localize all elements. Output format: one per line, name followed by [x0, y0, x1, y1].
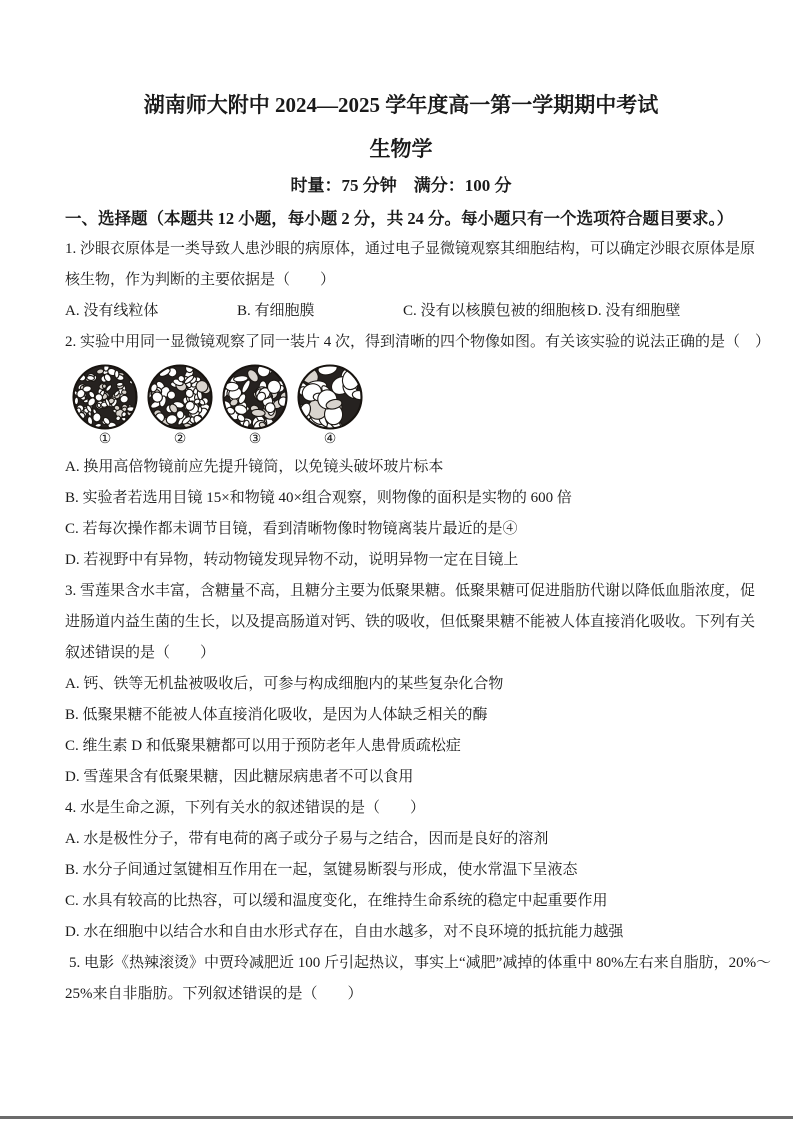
section-header: 一、选择题（本题共 12 小题，每小题 2 分，共 24 分。每小题只有一个选项符合题目要求。）	[65, 209, 734, 228]
micrograph-3-image	[220, 362, 290, 432]
question-4-option-a: A. 水是极性分子，带有电荷的离子或分子易与之结合，因而是良好的溶剂	[65, 831, 549, 847]
question-2-option-b: B. 实验者若选用目镜 15×和物镜 40×组合观察，则物像的面积是实物的 600 倍	[65, 490, 572, 506]
subject-title: 生物学	[369, 137, 433, 161]
micrograph-3	[220, 362, 290, 448]
question-5-stem-line-2: 25%来自非脂肪。下列叙述错误的是（ ）	[65, 986, 363, 1002]
question-4-stem: 4. 水是生命之源，下列有关水的叙述错误的是（ ）	[65, 800, 426, 816]
question-3-option-a: A. 钙、铁等无机盐被吸收后，可参与构成细胞内的某些复杂化合物	[65, 676, 504, 692]
question-3-option-c: C. 维生素 D 和低聚果糖都可以用于预防老年人患骨质疏松症	[65, 738, 461, 754]
question-1-stem-line-2: 核生物，作为判断的主要依据是（ ）	[65, 272, 336, 288]
question-4-option-d: D. 水在细胞中以结合水和自由水形式存在，自由水越多，对不良环境的抵抗能力越强	[65, 924, 624, 940]
micrograph-1	[70, 362, 140, 448]
micrograph-4-image	[295, 362, 365, 432]
question-1-stem-line-1: 1. 沙眼衣原体是一类导致人患沙眼的病原体，通过电子显微镜观察其细胞结构，可以确定沙眼衣原体是原	[65, 241, 756, 257]
question-2-option-a: A. 换用高倍物镜前应先提升镜筒，以免镜头破坏玻片标本	[65, 459, 444, 475]
question-2-figure	[70, 362, 737, 450]
question-2-option-d: D. 若视野中有异物，转动物镜发现异物不动，说明异物一定在目镜上	[65, 552, 519, 568]
question-1-options	[65, 296, 737, 327]
micrograph-2	[145, 362, 215, 448]
page-bottom-edge	[0, 1116, 793, 1119]
question-5-stem-line-1: 5. 电影《热辣滚烫》中贾玲减肥近 100 斤引起热议，事实上“减肥”减掉的体重中 80%左右来自脂肪，20%～	[69, 955, 772, 971]
micrograph-1-label: ①	[98, 432, 112, 447]
question-3-option-d: D. 雪莲果含有低聚果糖，因此糖尿病患者不可以食用	[65, 769, 414, 785]
question-1-option-c: C. 没有以核膜包被的细胞核	[403, 303, 586, 319]
micrograph-2-image	[145, 362, 215, 432]
micrograph-2-label: ②	[173, 432, 187, 447]
page-title: 湖南师大附中 2024—2025 学年度高一第一学期期中考试	[143, 93, 659, 117]
micrograph-3-label: ③	[248, 432, 262, 447]
question-4-option-c: C. 水具有较高的比热容，可以缓和温度变化，在维持生命系统的稳定中起重要作用	[65, 893, 608, 909]
question-3-stem-line-1: 3. 雪莲果含水丰富，含糖量不高，且糖分主要为低聚果糖。低聚果糖可促进脂肪代谢以降低血脂浓度，促	[65, 583, 756, 599]
exam-meta: 时量：75 分钟 满分：100 分	[290, 176, 512, 195]
question-2-stem: 2. 实验中用同一显微镜观察了同一装片 4 次，得到清晰的四个物像如图。有关该实验的说法正确的是（ ）	[65, 334, 771, 350]
question-3-option-b: B. 低聚果糖不能被人体直接消化吸收，是因为人体缺乏相关的酶	[65, 707, 488, 723]
question-3-stem-line-3: 叙述错误的是（ ）	[65, 645, 216, 661]
question-1-option-d: D. 没有细胞壁	[587, 303, 681, 319]
question-4-option-b: B. 水分子间通过氢键相互作用在一起，氢键易断裂与形成，使水常温下呈液态	[65, 862, 578, 878]
question-1-option-a: A. 没有线粒体	[65, 303, 159, 319]
micrograph-4	[295, 362, 365, 448]
micrograph-4-label: ④	[323, 432, 337, 447]
micrograph-1-image	[70, 362, 140, 432]
question-2-option-c: C. 若每次操作都未调节目镜，看到清晰物像时物镜离装片最近的是④	[65, 521, 518, 537]
question-3-stem-line-2: 进肠道内益生菌的生长，以及提高肠道对钙、铁的吸收，但低聚果糖不能被人体直接消化吸收。下列有关	[65, 614, 756, 630]
question-1-option-b: B. 有细胞膜	[237, 303, 315, 319]
